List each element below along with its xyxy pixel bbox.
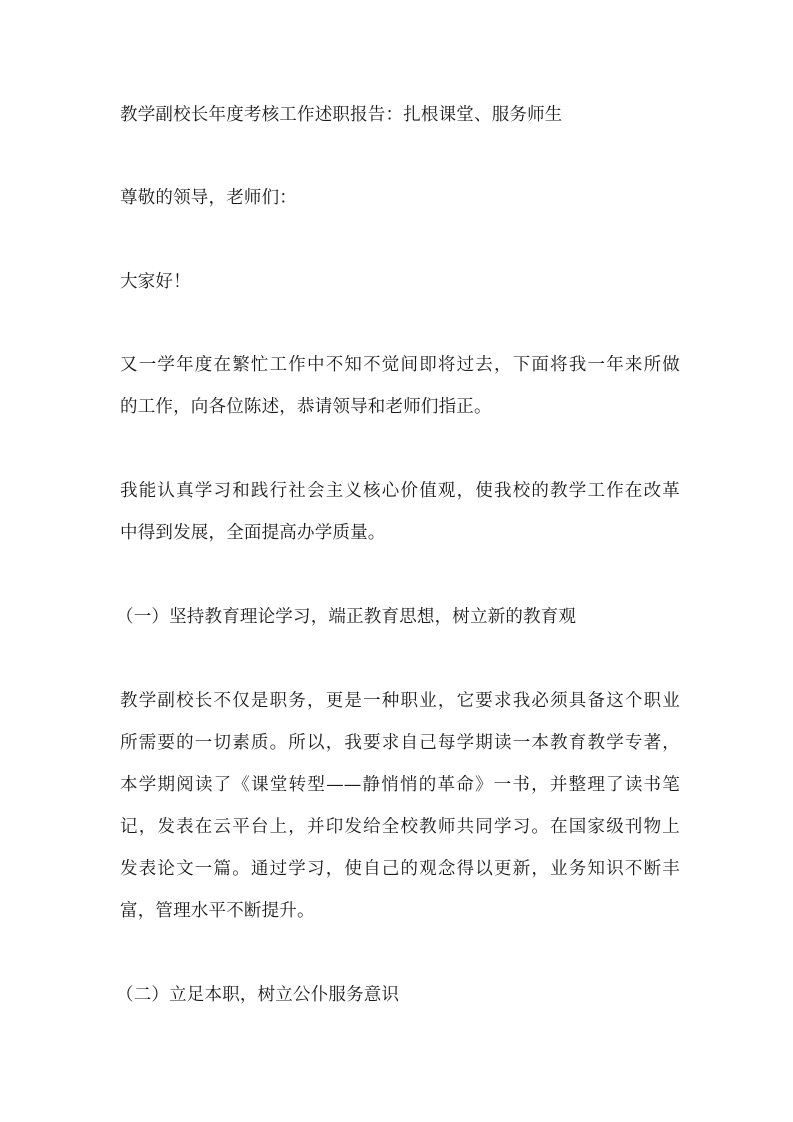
salutation: 尊敬的领导，老师们： (120, 188, 297, 208)
paragraph-line: 本学期阅读了《课堂转型——静悄悄的革命》一书，并整理了读书笔 (120, 775, 680, 795)
document-title: 教学副校长年度考核工作述职报告：扎根课堂、服务师生 (120, 105, 563, 125)
paragraph-line: 又一学年度在繁忙工作中不知不觉间即将过去，下面将我一年来所做 (120, 355, 680, 375)
paragraph-line: 富，管理水平不断提升。 (120, 901, 315, 921)
paragraph-line: 记，发表在云平台上，并印发给全校教师共同学习。在国家级刊物上 (120, 817, 680, 837)
paragraph-line: 中得到发展，全面提高办学质量。 (120, 523, 386, 543)
section-heading-1: （一）坚持教育理论学习，端正教育思想，树立新的教育观 (116, 607, 577, 627)
paragraph-line: 的工作，向各位陈述，恭请领导和老师们指正。 (120, 397, 492, 417)
section-heading-2: （二）立足本职，树立公仆服务意识 (116, 985, 400, 1005)
paragraph-line: 发表论文一篇。通过学习，使自己的观念得以更新，业务知识不断丰 (120, 859, 680, 879)
greeting: 大家好！ (120, 272, 191, 292)
paragraph-line: 所需要的一切素质。所以，我要求自己每学期读一本教育教学专著， (120, 733, 680, 753)
paragraph-line: 我能认真学习和践行社会主义核心价值观，使我校的教学工作在改革 (120, 481, 680, 501)
paragraph-line: 教学副校长不仅是职务，更是一种职业，它要求我必须具备这个职业 (120, 691, 680, 711)
